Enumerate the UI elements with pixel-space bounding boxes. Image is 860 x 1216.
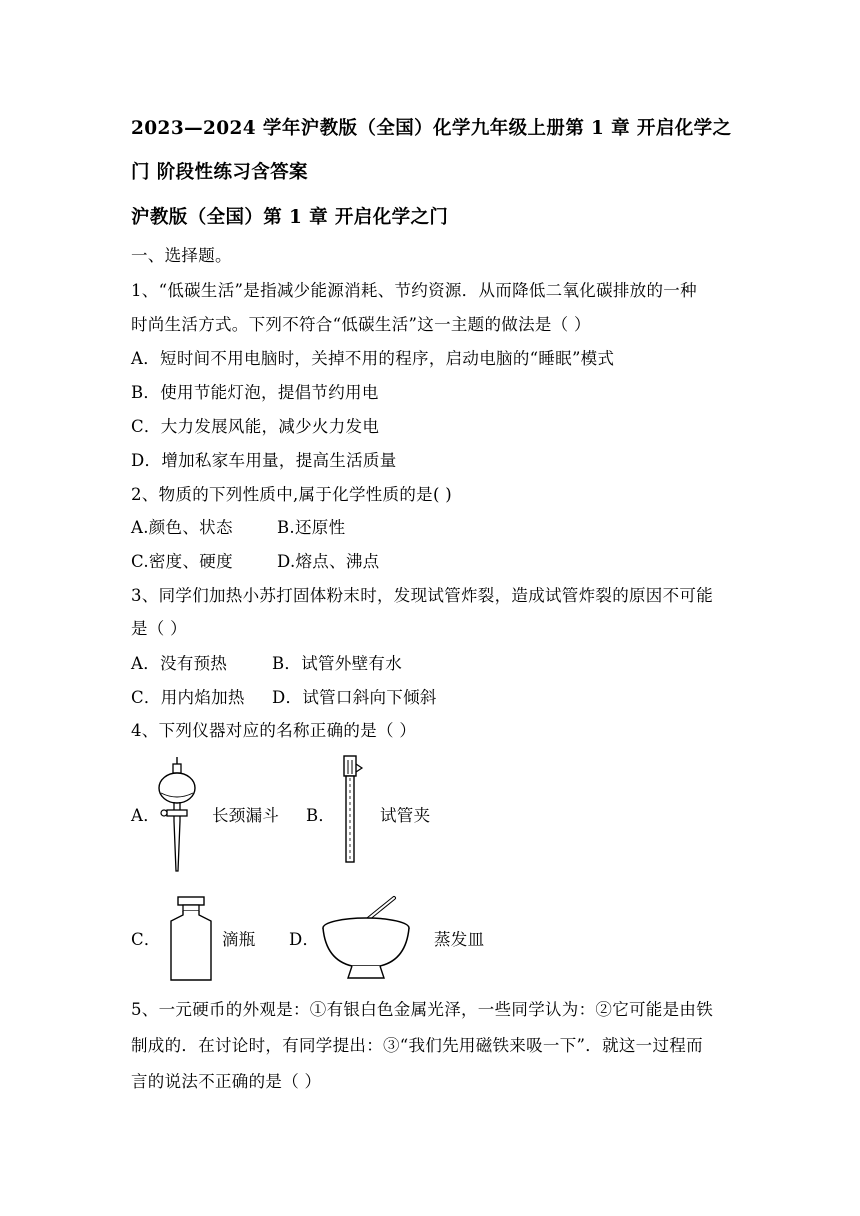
question-2-option-c: C.密度、硬度 — [131, 552, 233, 571]
question-2-option-d: D.熔点、沸点 — [277, 552, 380, 571]
question-4-text: 4、下列仪器对应的名称正确的是（ ） — [131, 721, 417, 740]
question-4-option-c-letter: C． — [131, 930, 161, 949]
separatory-funnel-icon — [152, 755, 202, 877]
question-4-option-a-letter: A． — [131, 806, 161, 825]
question-5-text-line-3: 言的说法不正确的是（ ） — [131, 1072, 322, 1091]
question-3-option-b: B．试管外壁有水 — [272, 654, 403, 673]
question-4-option-c-name: 滴瓶 — [222, 930, 256, 949]
question-1-option-a: A．短时间不用电脑时，关掉不用的程序，启动电脑的“睡眠”模式 — [131, 349, 615, 368]
document-title-line-2: 门 阶段性练习含答案 — [131, 162, 308, 183]
mortar-and-pestle-icon — [318, 892, 416, 984]
question-3-text-line-1: 3、同学们加热小苏打固体粉末时，发现试管炸裂，造成试管炸裂的原因不可能 — [131, 586, 713, 605]
question-4-option-a-name: 长颈漏斗 — [212, 806, 280, 825]
question-4-option-d-letter: D． — [289, 930, 320, 949]
question-1-option-d: D．增加私家车用量，提高生活质量 — [131, 451, 397, 470]
question-2-option-a: A.颜色、状态 — [131, 518, 233, 537]
question-1-text-line-1: 1、“低碳生活”是指减少能源消耗、节约资源．从而降低二氧化碳排放的一种 — [131, 281, 697, 300]
question-3-text-line-2: 是（ ） — [131, 619, 187, 638]
section-heading: 一、选择题。 — [131, 246, 232, 265]
question-3-option-d: D．试管口斜向下倾斜 — [272, 688, 437, 707]
question-3-option-a: A．没有预热 — [131, 654, 228, 673]
question-4-option-b-name: 试管夹 — [380, 806, 431, 825]
question-5-text-line-1: 5、一元硬币的外观是：①有银白色金属光泽，一些同学认为：②它可能是由铁 — [131, 1000, 713, 1019]
question-5-text-line-2: 制成的．在讨论时，有同学提出：③“我们先用磁铁来吸一下”．就这一过程而 — [131, 1036, 703, 1055]
question-3-option-c: C．用内焰加热 — [131, 688, 245, 707]
question-1-text-line-2: 时尚生活方式。下列不符合“低碳生活”这一主题的做法是（ ） — [131, 315, 591, 334]
question-2-option-b: B.还原性 — [277, 518, 346, 537]
document-title-line-1: 2023—2024 学年沪教版（全国）化学九年级上册第 1 章 开启化学之 — [131, 118, 732, 139]
question-2-text: 2、物质的下列性质中,属于化学性质的是( ) — [131, 485, 452, 504]
question-1-option-c: C．大力发展风能，减少火力发电 — [131, 417, 380, 436]
question-4-option-d-name: 蒸发皿 — [434, 930, 485, 949]
question-4-option-b-letter: B． — [306, 806, 336, 825]
question-1-option-b: B．使用节能灯泡，提倡节约用电 — [131, 383, 379, 402]
chapter-subtitle: 沪教版（全国）第 1 章 开启化学之门 — [131, 207, 449, 228]
reagent-bottle-icon — [166, 895, 216, 983]
test-tube-clamp-icon — [332, 754, 368, 866]
